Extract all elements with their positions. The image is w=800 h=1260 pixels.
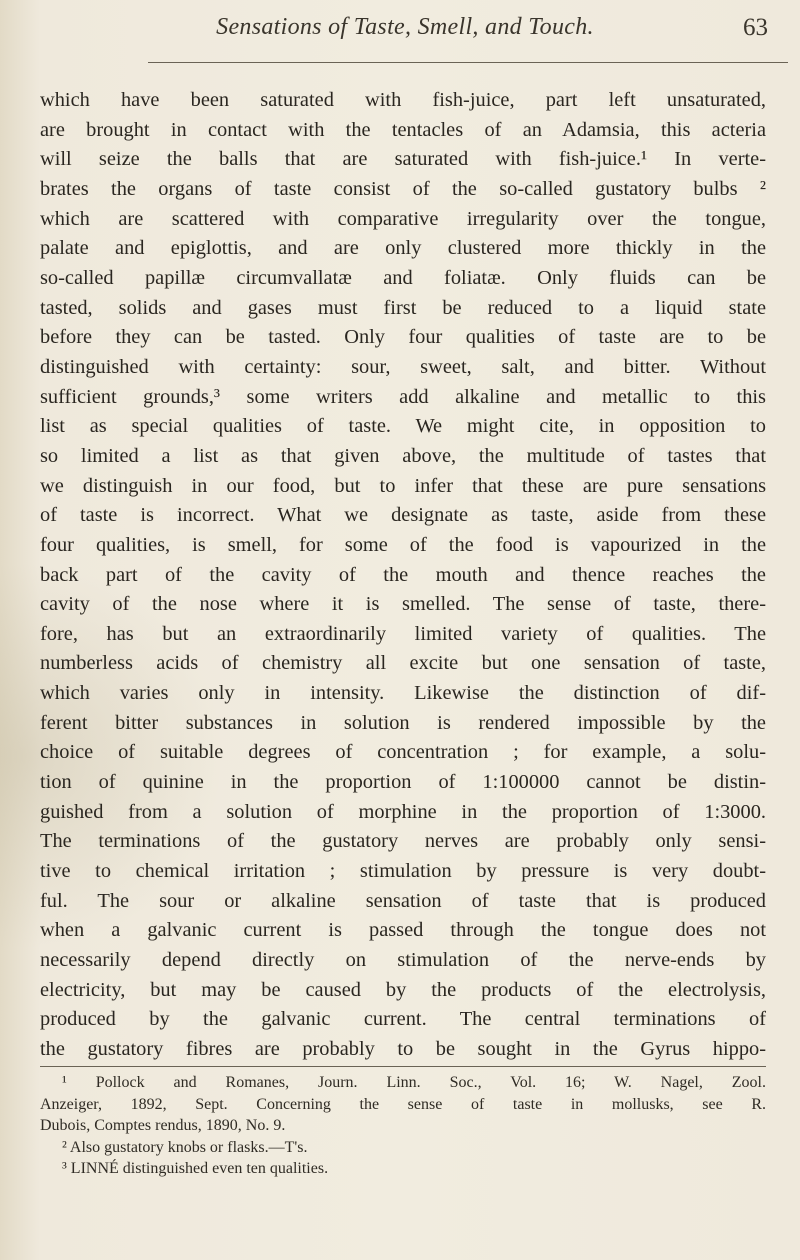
running-title: Sensations of Taste, Smell, and Touch. [216, 14, 594, 40]
body-line: so-called papillæ circumvallatæ and foliatæ. Only fluids can be [40, 266, 766, 289]
page-number: 63 [743, 14, 768, 41]
footnote-1-line: Anzeiger, 1892, Sept. Concerning the sense of taste in mollusks, see R. [40, 1095, 766, 1113]
body-line: tion of quinine in the proportion of 1:100000 cannot be distin- [40, 771, 766, 794]
footnote-rule [40, 1066, 766, 1067]
body-line: numberless acids of chemistry all excite but one sensation of taste, [40, 652, 766, 675]
body-line: which varies only in intensity. Likewise the distinction of dif- [40, 682, 766, 705]
body-line: produced by the galvanic current. The central terminations of [40, 1008, 766, 1031]
body-line: palate and epiglottis, and are only clustered more thickly in the [40, 237, 766, 260]
body-line: sufficient grounds,³ some writers add alkaline and metallic to this [40, 385, 766, 408]
body-line: of taste is incorrect. What we designate as taste, aside from these [40, 504, 766, 527]
footnote-3: ³ LINNÉ distinguished even ten qualities. [62, 1160, 329, 1177]
body-line: back part of the cavity of the mouth and thence reaches the [40, 563, 766, 586]
header-rule [148, 62, 788, 63]
body-line: list as special qualities of taste. We might cite, in opposition to [40, 415, 766, 438]
body-line: four qualities, is smell, for some of the food is vapourized in the [40, 533, 766, 556]
footnote-2: ² Also gustatory knobs or flasks.—T's. [62, 1138, 308, 1156]
body-line: tasted, solids and gases must first be reduced to a liquid state [40, 296, 766, 319]
body-line: The terminations of the gustatory nerves are probably only sensi- [40, 830, 766, 853]
body-line: guished from a solution of morphine in the proportion of 1:3000. [40, 800, 766, 823]
body-line: brates the organs of taste consist of the so-called gustatory bulbs ² [40, 177, 766, 200]
body-line: we distinguish in our food, but to infer that these are pure sensations [40, 474, 766, 497]
body-line: ferent bitter substances in solution is rendered impossible by the [40, 711, 766, 734]
body-line: which have been saturated with fish-juice, part left unsaturated, [40, 89, 766, 111]
body-line: will seize the balls that are saturated with fish-juice.¹ In verte- [40, 148, 766, 171]
body-line: are brought in contact with the tentacles of an Adamsia, this acteria [40, 118, 766, 141]
body-line: electricity, but may be caused by the products of the electrolysis, [40, 978, 766, 1001]
body-line: cavity of the nose where it is smelled. The sense of taste, there- [40, 593, 766, 616]
body-line: the gustatory fibres are probably to be sought in the Gyrus hippo- [40, 1038, 766, 1060]
body-line: choice of suitable degrees of concentration ; for example, a solu- [40, 741, 766, 764]
body-line: so limited a list as that given above, the multitude of tastes that [40, 444, 766, 467]
body-text [40, 86, 766, 1065]
body-line: when a galvanic current is passed through the tongue does not [40, 919, 766, 942]
footnotes [40, 1072, 766, 1180]
body-line: ful. The sour or alkaline sensation of taste that is produced [40, 889, 766, 912]
footnote-1-line: ¹ Pollock and Romanes, Journ. Linn. Soc., Vol. 16; W. Nagel, Zool. [62, 1074, 766, 1091]
body-line: necessarily depend directly on stimulation of the nerve-ends by [40, 949, 766, 972]
footnote-1-line: Dubois, Comptes rendus, 1890, No. 9. [40, 1117, 286, 1134]
body-line: distinguished with certainty: sour, sweet, salt, and bitter. Without [40, 355, 766, 378]
body-line: which are scattered with comparative irregularity over the tongue, [40, 207, 766, 230]
body-line: tive to chemical irritation ; stimulation by pressure is very doubt- [40, 860, 766, 883]
body-line: fore, has but an extraordinarily limited variety of qualities. The [40, 622, 766, 645]
body-line: before they can be tasted. Only four qualities of taste are to be [40, 326, 766, 349]
